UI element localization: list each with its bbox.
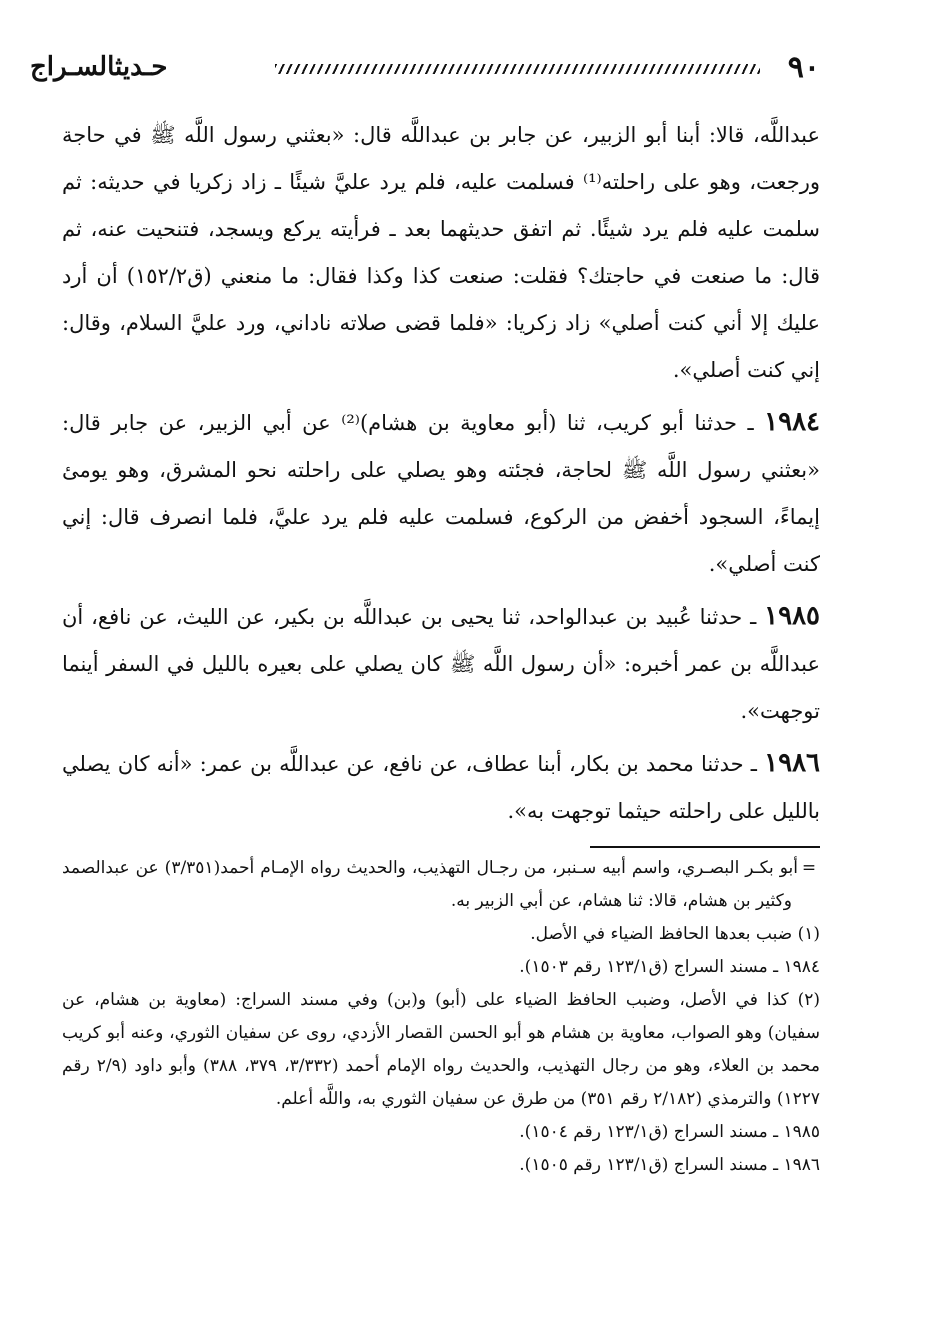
hadith-text: ـ حدثنا محمد بن بكار، أبنا عطاف، عن نافع، عن عبداللَّه بن عمر: «أنه كان يصلي بالليل على راحلته حيثما توجهت به». <box>62 752 820 823</box>
footnote-continued <box>62 852 820 918</box>
footnote-separator <box>590 846 820 848</box>
hadith-number: ١٩٨٥ <box>764 601 820 631</box>
source-1984: ١٩٨٤ ـ مسند السراج (ق١٢٣/١ رقم ١٥٠٣). <box>519 957 820 977</box>
hadith-1985 <box>62 593 820 735</box>
header-decorative-rule <box>275 64 760 74</box>
hadith-text: ـ حدثنا أبو كريب، ثنا (أبو معاوية بن هشام)⁽²⁾ عن أبي الزبير، عن جابر قال: «بعثني رسول اللَّه ﷺ لحاجة، فجئته وهو يصلي على راحلته نحو المشرق، وهو يومئ إيماءً، السجود أخفض من الركوع، فسلمت عليه فلم يرد عليَّ، فلما انصرف قال: إني كنت أصلي». <box>62 411 820 576</box>
footnote-2: (٢) كذا في الأصل، وضبب الحافظ الضياء على (أبو) و(بن) وفي مسند السراج: (معاوية بن هشام، عن سفيان) وهو الصواب، معاوية بن هشام هو أبو الحسن القصار الأزدي، روى عن سفيان الثوري، وعنه أبو كريب محمد بن العلاء، وهو من رجال التهذيب، والحديث رواه الإمام أحمد (٣/٣٣٢، ٣٧٩، ٣٨٨) وأبو داود (٢/٩ رقم ١٢٢٧) والترمذي (٢/١٨٢ رقم ٣٥١) من طرق عن سفيان الثوري به، واللَّه أعلم. <box>62 990 821 1109</box>
continuation-mark: = <box>801 858 817 878</box>
main-text <box>62 112 820 835</box>
hadith-number: ١٩٨٤ <box>764 407 820 437</box>
hadith-1984 <box>62 399 820 588</box>
source-1985: ١٩٨٥ ـ مسند السراج (ق١٢٣/١ رقم ١٥٠٤). <box>519 1122 820 1142</box>
hadith-text: ـ حدثنا عُبيد بن عبدالواحد، ثنا يحيى بن عبداللَّه بن بكير، عن الليث، عن نافع، أن عبداللَّه بن عمر أخبره: «أن رسول اللَّه ﷺ كان يصلي على بعيره بالليل في السفر أينما توجهت». <box>62 605 820 723</box>
hadith-1986 <box>62 740 820 835</box>
footnotes <box>62 852 820 1182</box>
footnote-1: (١) ضبب بعدها الحافظ الضياء في الأصل. <box>530 924 820 944</box>
page-header <box>30 50 910 90</box>
page-number: ٩٠ <box>787 50 820 85</box>
paragraph-continued: عبداللَّه، قالا: أبنا أبو الزبير، عن جابر بن عبداللَّه قال: «بعثني رسول اللَّه ﷺ في حاجة ورجعت، وهو على راحلته⁽¹⁾ فسلمت عليه، فلم يرد عليَّ شيئًا ـ زاد زكريا في حديثه: ثم سلمت عليه فلم يرد شيئًا. ثم اتفق حديثهما بعد ـ فرأيته يركع ويسجد، فتنحيت عنه، ثم قال: ما صنعت في حاجتك؟ فقلت: صنعت كذا وكذا فقال: ما منعني (ق١٥٢/٢) أن أرد عليك إلا أني كنت أصلي» زاد زكريا: «فلما قضى صلاته ناداني، ورد عليَّ السلام، وقال: إني كنت أصلي». <box>62 123 821 382</box>
running-title: حـديثالسـراج <box>30 52 168 82</box>
footnote-text: أبو بكـر البصـري، واسم أبيه سـنبر، من رجـال التهذيب، والحديث رواه الإمـام أحمد(٣/٣٥١) عن عبدالصمد وكثير بن هشام، قالا: ثنا هشام، عن أبي الزبير به. <box>62 858 798 911</box>
source-1986: ١٩٨٦ ـ مسند السراج (ق١٢٣/١ رقم ١٥٠٥). <box>519 1155 820 1175</box>
hadith-number: ١٩٨٦ <box>764 748 820 778</box>
